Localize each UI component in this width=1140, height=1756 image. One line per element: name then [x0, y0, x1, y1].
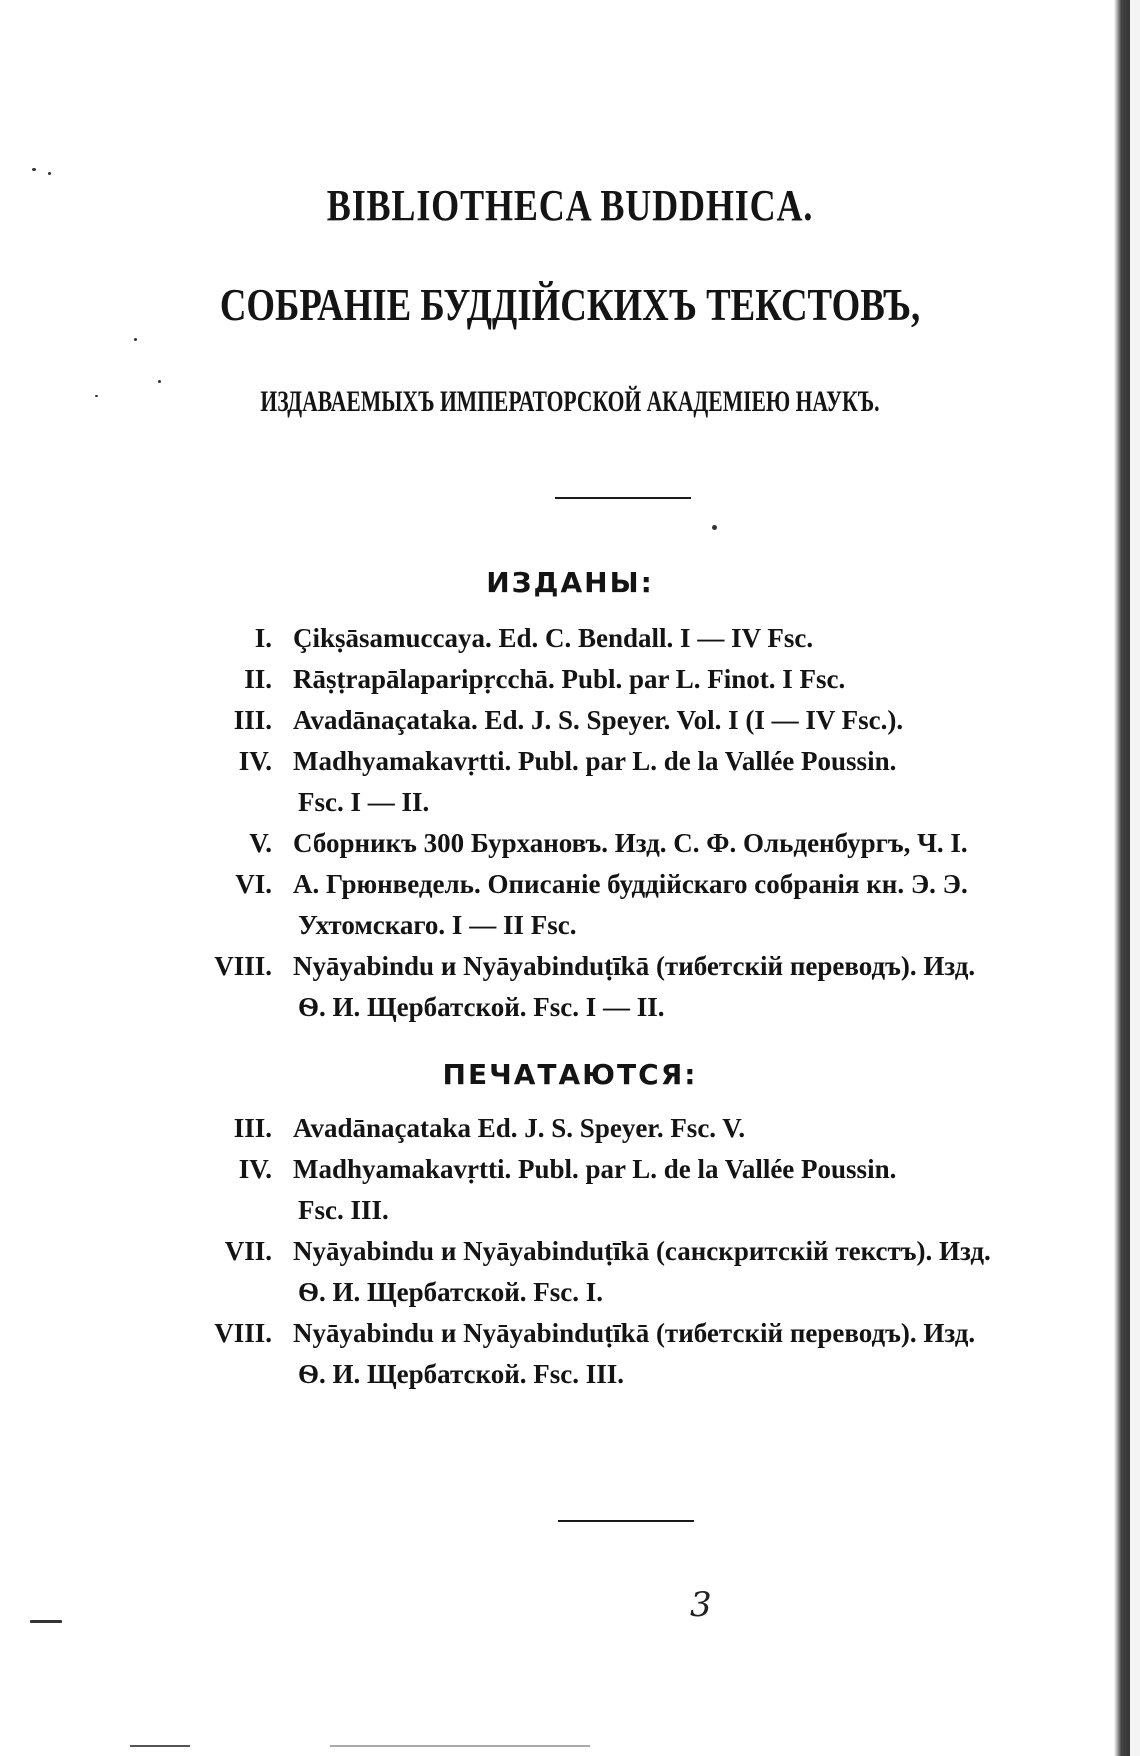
- item-text: Madhyamakavṛtti. Publ. par L. de la Vallée Poussin.: [293, 746, 897, 776]
- item-text: Fsc. III.: [298, 1195, 389, 1225]
- item-text: Madhyamakavṛtti. Publ. par L. de la Vallée Poussin.: [293, 1154, 897, 1184]
- scan-speck: [32, 168, 36, 171]
- divider-rule: [555, 497, 691, 499]
- item-text: Ѳ. И. Щербатской. Fsc. I.: [298, 1277, 604, 1307]
- list-item-continuation: [0, 987, 1140, 1028]
- list-item-continuation: [0, 782, 1140, 823]
- scan-speck: [48, 172, 51, 175]
- item-text: Rāṣṭrapālaparipṛcchā. Publ. par L. Finot. I Fsc.: [293, 664, 846, 694]
- list-item: [0, 1149, 1140, 1190]
- item-text: Ухтомскаго. I — II Fsc.: [298, 910, 577, 940]
- item-number: I.: [254, 623, 272, 653]
- list-item-continuation: [0, 1190, 1140, 1231]
- item-number: V.: [249, 828, 272, 858]
- scan-speck: [158, 380, 161, 383]
- item-number: IV.: [238, 746, 272, 776]
- item-number: VII.: [224, 1236, 272, 1266]
- scan-speck: [95, 395, 98, 397]
- series-subtitle: ИЗДАВАЕМЫХЪ ИМПЕРАТОРСКОЙ АКАДЕМІЕЮ НАУКЪ.: [260, 385, 880, 418]
- item-text: Сборникъ 300 Бурхановъ. Изд. С. Ф. Ольденбургъ, Ч. I.: [293, 828, 968, 858]
- series-title-russian: СОБРАНІЕ БУДДІЙСКИХЪ ТЕКСТОВЪ,: [219, 279, 921, 330]
- item-text: Ѳ. И. Щербатской. Fsc. III.: [298, 1359, 625, 1389]
- item-text: А. Грюнведель. Описаніе буддійскаго собранія кн. Э. Э.: [293, 869, 968, 899]
- list-item: [0, 1108, 1140, 1149]
- page-number: 3: [690, 1585, 712, 1625]
- item-text: Fsc. I — II.: [298, 787, 430, 817]
- list-item: [0, 946, 1140, 987]
- list-item: [0, 823, 1140, 864]
- list-item: [0, 618, 1140, 659]
- item-text: Çikṣāsamuccaya. Ed. C. Bendall. I — IV Fsc.: [293, 623, 814, 653]
- scan-mark: [130, 1745, 190, 1747]
- list-item: [0, 864, 1140, 905]
- list-item: [0, 659, 1140, 700]
- list-item-continuation: [0, 1272, 1140, 1313]
- item-text: Avadānaçataka Ed. J. S. Speyer. Fsc. V.: [293, 1113, 746, 1143]
- list-item-continuation: [0, 905, 1140, 946]
- in-press-list: [0, 1108, 1140, 1395]
- item-number: III.: [233, 1113, 272, 1143]
- scan-speck: [712, 525, 717, 530]
- item-text: Nyāyabindu и Nyāyabinduṭīkā (тибетскій переводъ). Изд.: [293, 951, 976, 981]
- item-text: Nyāyabindu и Nyāyabinduṭīkā (тибетскій переводъ). Изд.: [293, 1318, 976, 1348]
- scan-mark: [330, 1745, 590, 1747]
- list-item-continuation: [0, 1354, 1140, 1395]
- series-title-latin: BIBLIOTHECA BUDDHICA.: [326, 181, 814, 230]
- scan-speck: [134, 338, 137, 341]
- item-text: Avadānaçataka. Ed. J. S. Speyer. Vol. I (I — IV Fsc.).: [293, 705, 904, 735]
- list-item: [0, 1313, 1140, 1354]
- published-heading: ИЗДАНЫ:: [486, 566, 654, 599]
- published-list: [0, 618, 1140, 1028]
- item-number: II.: [244, 664, 272, 694]
- item-number: IV.: [238, 1154, 272, 1184]
- list-item: [0, 741, 1140, 782]
- in-press-heading: ПЕЧАТАЮТСЯ:: [442, 1058, 698, 1091]
- item-text: Nyāyabindu и Nyāyabinduṭīkā (санскритскій текстъ). Изд.: [293, 1236, 991, 1266]
- bottom-divider-rule: [558, 1520, 694, 1522]
- item-number: III.: [233, 705, 272, 735]
- item-number: VIII.: [214, 951, 272, 981]
- scan-speck: [30, 1620, 62, 1623]
- item-number: VI.: [235, 869, 272, 899]
- list-item: [0, 700, 1140, 741]
- item-number: VIII.: [214, 1318, 272, 1348]
- list-item: [0, 1231, 1140, 1272]
- item-text: Ѳ. И. Щербатской. Fsc. I — II.: [298, 992, 665, 1022]
